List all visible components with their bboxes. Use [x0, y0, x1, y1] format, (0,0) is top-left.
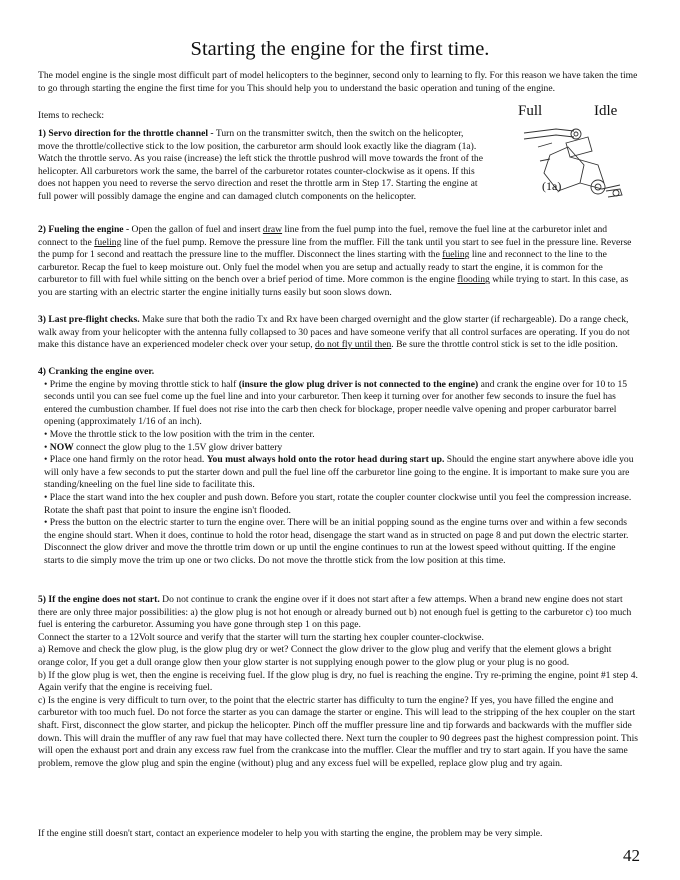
section-heading: 2) Fueling the engine -: [38, 224, 130, 235]
underlined-term: do not fly until then: [315, 339, 392, 351]
bullet-item: • Place one hand firmly on the rotor head. You must always hold onto the rotor head during start up. Should the engine start anywhere above idle you will only have a few seconds to put the starter down and pull the fuel line off the carburetor line going to the engine. It is important to make sure you are standing/kneeling on the fuel line side to facilitate this.: [44, 454, 634, 491]
section-text: line of the fuel pump. Remove the pressure line from the muffler. Fill the tank until you start to see fuel in the pressure line. Reverse the pump for 1 second and reattach the pressure line to the muffler. Disconnect the lines starting with the: [38, 236, 632, 261]
section-heading: 4) Cranking the engine over.: [38, 366, 155, 377]
list-item-c: c) Is the engine is very difficult to turn over, to the point that the electric starter has difficulty to turn the engine? If yes, you have filled the engine and carburetor with too much fuel. Do not force the starter as you can damage the starter or engine. This will lead to the stripping of the hex coupler on the start shaft. First, disconnect the glow starter, and pickup the helicopter. Pinch off the muffler pressure line and tip forwards and backwards with the muffler side down. This will drain the muffler of any raw fuel that may have collected there. Next turn the coupler to 90 degrees past the highest compression point. This will open the exhaust port and drain any excess raw fuel from the crankcase into the muffler. Clear the muffler and try to start again. If you have the same problem, remove the glow plug and spin the engine (without) plug and any excess fuel will be expelled, replace glow plug and try again.: [38, 694, 638, 769]
bullet-item: • Place the start wand into the hex coupler and push down. Before you start, rotate the coupler counter clockwise until you feel the compression increase. Rotate the shaft past that point to insure the engine isn't flooded.: [44, 491, 632, 516]
list-item-b: b) If the glow plug is wet, then the engine is receiving fuel. If the glow plug is dry, no fuel is reaching the engine. Try re-priming the engine, point #1 step 4. Again verify that the engine is receiving fuel.: [38, 669, 638, 694]
page-number: 42: [623, 846, 640, 865]
section-text: line from the fuel pump into the fuel, remove the fuel line at the carburetor inlet and connect to the: [38, 224, 608, 248]
section-text: . Be sure the throttle control stick is set to the idle position.: [391, 339, 618, 351]
closing-line: If the engine still doesn't start, contact an experience modeler to help you with starting the engine, the problem may be very simple.: [38, 828, 543, 839]
bullet-item: • Press the button on the electric starter to turn the engine over. There will be an initial popping sound as the engine turns over and within a few seconds the engine should start. When it does, continue to hold the rotor head, disengage the start wand as in structed on page 8 and put down the electric starter. Disconnect the glow driver and move the throttle trim down or up until the engine continues to run at the lowest speed without quitting. If the engine starts to die simply move the trim up one or two clicks. Do not move the throttle stick from the low position at this time.: [44, 517, 629, 566]
underlined-term: fueling: [94, 236, 122, 248]
section-cranking: [38, 366, 638, 568]
section-heading: 1) Servo direction for the throttle channel -: [38, 128, 214, 139]
bullet-item: • Prime the engine by moving throttle stick to half (insure the glow plug driver is not connected to the engine) and crank the engine over for 10 to 15 seconds until you can see fuel come up the fuel line and into your carburetor. Then keep it turning over for another few seconds to insure the fuel has entered the cumbustion chamber. If fuel does not rise into the carb then check for blockage, proper needle valve opening and proper carburator barrel opening (approximately 1/16 of an inch).: [44, 378, 628, 428]
section-body: Turn on the transmitter switch, then the switch on the helicopter, move the throttle/collective stick to the low position, the carburetor arm should look exactly like the diagram (1a). Watch the throttle servo. As you raise (increase) the left stick the throttle pushrod will move towards the front of the helicopter. All carburetors work the same, the barrel of the carburetor rotates counter-clockwise as it opens. If this does not happen you need to reverse the servo direction and reset the throttle arm in Step 17. Starting the engine at full power will possibly damage the engine and can damaged clutch components on the helicopter.: [38, 128, 483, 202]
underlined-term: flooding: [457, 274, 490, 286]
section-preflight: [38, 314, 638, 352]
section-text: Make sure that both the radio Tx and Rx have been charged overnight and the glow starter (if rechargeable). Do a range check, walk away from your helicopter with the antenna fully collapsed to 30 paces and have someone verify that all control surfaces are operating. If you do not make this distance have an experienced modeler check over your setup,: [38, 314, 630, 351]
intro-paragraph: The model engine is the single most difficult part of model helicopters to the beginner, second only to learning to fly. For this reason we have taken the time to go through starting the engine the first time for you This should help you to understand the basic operation and tuning of the engine.: [38, 70, 638, 94]
items-heading: Items to recheck:: [38, 110, 105, 121]
section-servo-direction: [38, 128, 486, 204]
section-not-starting: [38, 594, 638, 770]
section-heading: 3) Last pre-flight checks.: [38, 314, 140, 325]
figure-caption: (1a): [542, 179, 562, 193]
list-item-a: a) Remove and check the glow plug, is the glow plug dry or wet? Connect the glow driver to the glow plug and verify that the element glows a bright orange color, If you get a dull orange glow then your glow starter is not supplying enough power to the glow plug or your plug is no good.: [38, 644, 612, 668]
section-intro: 5) If the engine does not start. Do not continue to crank the engine over if it does not start after a few attemps. When a brand new engine does not start there are only three major possibilities: a) the glow plug is not hot enough or already burned out b) not enough fuel is getting to the carburetor c) too much fuel is entering the carburetor. Assuming you have gone through step 1 on this page.: [38, 594, 632, 631]
underlined-term: draw: [262, 224, 283, 235]
section-text: line and reconnect to the line to the carburetor. Recap the fuel to keep moisture out. Only fuel the model when you are setup and actually ready to start the engine, it is common for the carburetor to fill with fuel while sitting on the bench over a brief period of time. More common is the engine: [38, 249, 607, 286]
idle-label: Idle: [594, 103, 618, 119]
bullet-item: • NOW connect the glow plug to the 1.5V glow driver battery: [44, 441, 283, 453]
bullet-item: • Move the throttle stick to the low position with the trim in the center.: [44, 428, 315, 440]
section-fueling: [38, 224, 638, 300]
connect-note: Connect the starter to a 12Volt source and verify that the starter will turn the starting hex coupler counter-clockwise.: [38, 631, 484, 643]
full-label: Full: [518, 103, 543, 119]
page-title: Starting the engine for the first time.: [190, 38, 490, 60]
throttle-arm-drawing: [510, 103, 660, 221]
section-text: Open the gallon of fuel and insert: [129, 224, 263, 235]
carburetor-diagram: [510, 103, 660, 221]
section-text: while trying to start. In this case, as you are starting with an electric starter the engine initially turns easily but soon slows down.: [38, 274, 629, 298]
underlined-term: fueling: [442, 249, 470, 261]
